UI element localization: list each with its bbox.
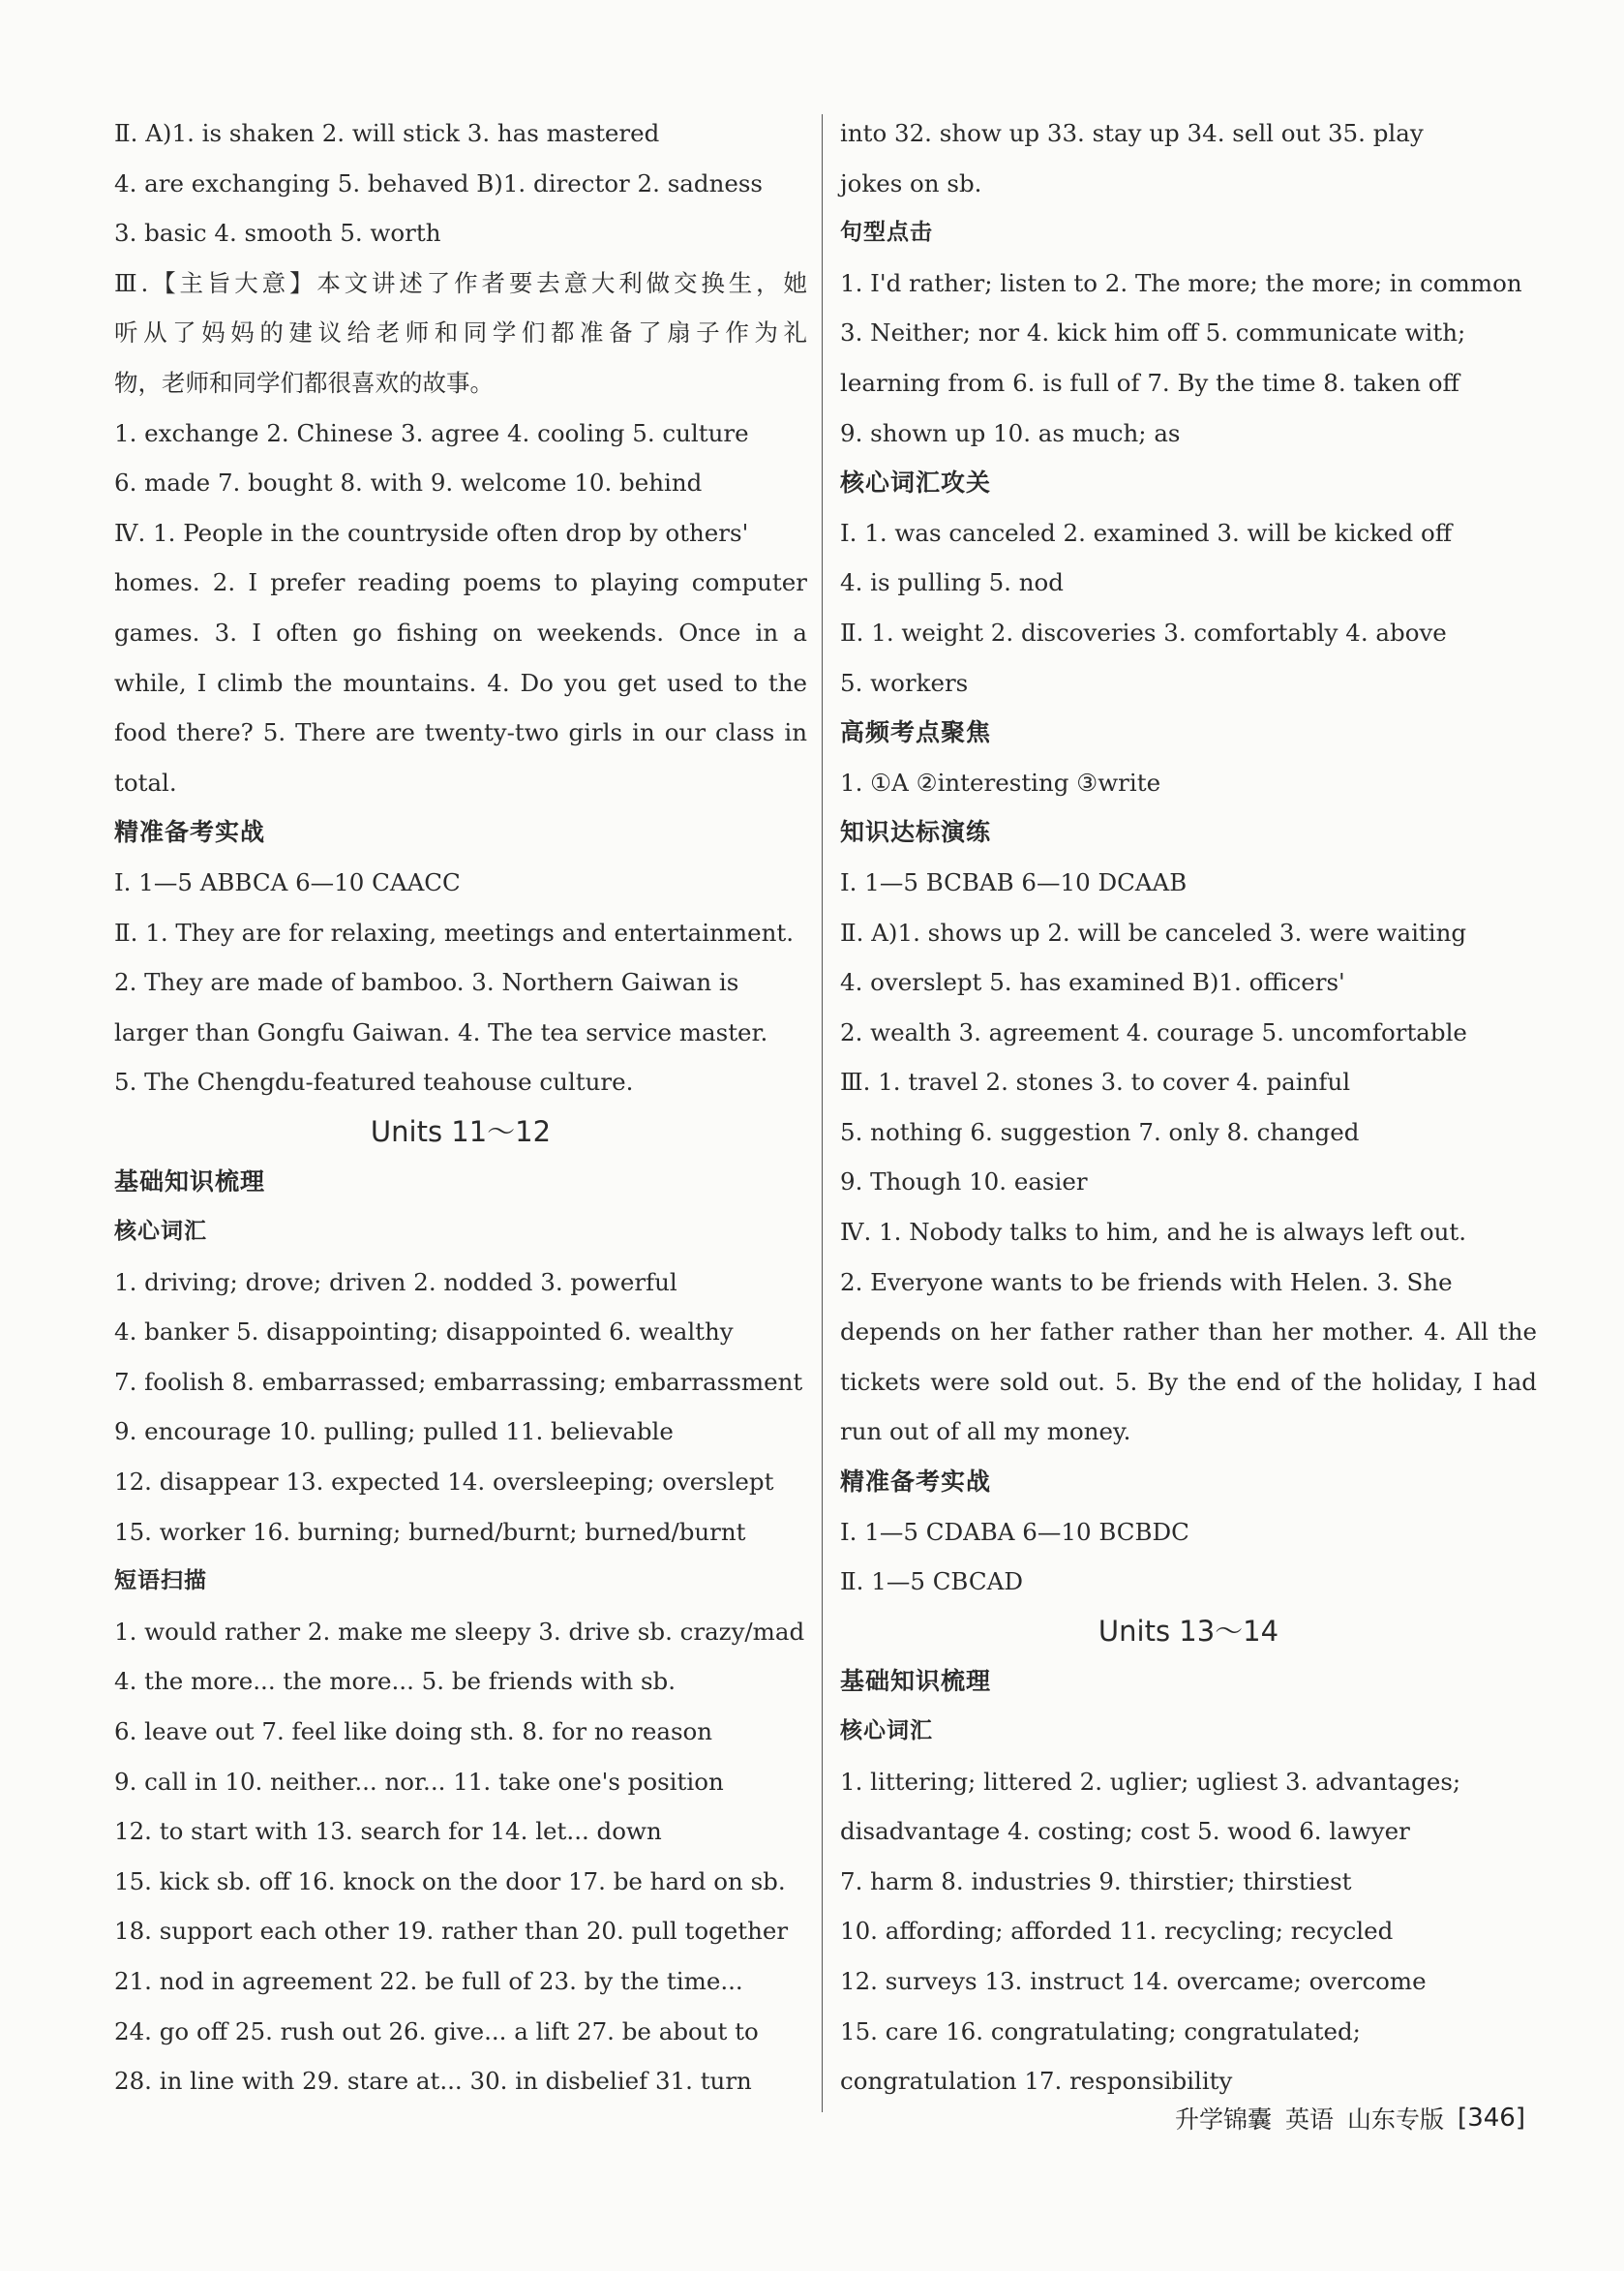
answer-line: while, I climb the mountains. 4. Do you get used to the (114, 668, 807, 697)
answer-line: 12. to start with 13. search for 14. let... down (114, 1817, 662, 1846)
answer-line: 9. encourage 10. pulling; pulled 11. believable (114, 1417, 674, 1446)
answer-line: disadvantage 4. costing; cost 5. wood 6. lawyer (840, 1817, 1410, 1846)
subsection-heading: 句型点击 (840, 220, 933, 246)
footer-edition: 山东专版 (1347, 2105, 1445, 2134)
answer-line: 6. leave out 7. feel like doing sth. 8. for no reason (114, 1717, 713, 1745)
answer-line: 2. They are made of bamboo. 3. Northern Gaiwan is (114, 968, 739, 997)
page-footer (1175, 2099, 1543, 2137)
section-heading: 精准备考实战 (840, 1468, 992, 1497)
answer-line: 3. basic 4. smooth 5. worth (114, 219, 441, 248)
answer-line: 12. surveys 13. instruct 14. overcame; overcome (840, 1966, 1427, 1995)
answer-line: learning from 6. is full of 7. By the time 8. taken off (840, 368, 1459, 397)
footer-subject: 英语 (1285, 2105, 1335, 2134)
answer-line: Ⅱ. 1. weight 2. discoveries 3. comfortably 4. above (840, 618, 1447, 647)
answer-line: Ⅱ. 1. They are for relaxing, meetings and entertainment. (114, 918, 795, 947)
subsection-heading: 核心词汇 (114, 1219, 207, 1245)
answer-line: Ⅲ.【主旨大意】本文讲述了作者要去意大利做交换生，她 (114, 268, 807, 297)
answer-line: Ⅲ. 1. travel 2. stones 3. to cover 4. painful (840, 1068, 1351, 1097)
answer-line: 7. foolish 8. embarrassed; embarrassing; embarrassment (114, 1367, 803, 1396)
section-heading: 基础知识梳理 (840, 1667, 992, 1696)
answer-line: Ⅰ. 1—5 ABBCA 6—10 CAACC (114, 867, 461, 896)
section-heading: 精准备考实战 (114, 818, 266, 847)
subsection-heading: 核心词汇 (840, 1718, 933, 1743)
section-heading: 基础知识梳理 (114, 1167, 266, 1196)
answer-line: Ⅳ. 1. Nobody talks to him, and he is always left out. (840, 1218, 1466, 1247)
subsection-heading: 短语扫描 (114, 1568, 207, 1594)
answer-line: food there? 5. There are twenty-two girls in our class in (114, 718, 807, 747)
answer-line: 7. harm 8. industries 9. thirstier; thirstiest (840, 1866, 1352, 1895)
answer-line: homes. 2. I prefer reading poems to playing computer (114, 568, 807, 597)
page-number: [346] (1458, 2104, 1525, 2133)
answer-line: Ⅱ. A)1. shows up 2. will be canceled 3. were waiting (840, 918, 1467, 947)
answer-line: 4. is pulling 5. nod (840, 568, 1064, 597)
answer-line: run out of all my money. (840, 1417, 1131, 1446)
left-column (114, 108, 807, 2106)
column-divider (822, 114, 823, 2112)
answer-line: 4. the more... the more... 5. be friends with sb. (114, 1667, 677, 1696)
unit-heading: Units 13～14 (1098, 1614, 1279, 1648)
answer-line: 4. are exchanging 5. behaved B)1. director 2. sadness (114, 168, 764, 197)
answer-line: 2. wealth 3. agreement 4. courage 5. uncomfortable (840, 1017, 1467, 1046)
answer-line: 听从了妈妈的建议给老师和同学们都准备了扇子作为礼 (114, 318, 807, 348)
answer-line: 9. shown up 10. as much; as (840, 418, 1181, 447)
answer-line: Ⅱ. 1—5 CBCAD (840, 1567, 1023, 1596)
answer-line: 5. workers (840, 668, 969, 697)
answer-line: jokes on sb. (840, 168, 982, 197)
answer-line: Ⅰ. 1—5 BCBAB 6—10 DCAAB (840, 867, 1188, 896)
answer-line: 1. ①A ②interesting ③write (840, 768, 1161, 797)
answer-line: 5. nothing 6. suggestion 7. only 8. changed (840, 1117, 1360, 1146)
answer-line: 9. call in 10. neither... nor... 11. take one's position (114, 1767, 724, 1796)
footer-book-title: 升学锦囊 (1175, 2105, 1273, 2134)
answer-line: 15. kick sb. off 16. knock on the door 17. be hard on sb. (114, 1866, 786, 1895)
answer-line: 4. banker 5. disappointing; disappointed 6. wealthy (114, 1317, 734, 1347)
answer-line: 6. made 7. bought 8. with 9. welcome 10. behind (114, 469, 703, 498)
answer-line: 15. worker 16. burning; burned/burnt; burned/burnt (114, 1517, 746, 1546)
answer-line: depends on her father rather than her mother. 4. All the (840, 1317, 1537, 1347)
answer-line: 10. affording; afforded 11. recycling; recycled (840, 1917, 1394, 1946)
answer-line: 物，老师和同学们都很喜欢的故事。 (114, 368, 494, 397)
answer-line: 4. overslept 5. has examined B)1. officers' (840, 968, 1345, 997)
answer-line: Ⅰ. 1—5 CDABA 6—10 BCBDC (840, 1517, 1189, 1546)
answer-line: 3. Neither; nor 4. kick him off 5. communicate with; (840, 318, 1466, 348)
answer-line: total. (114, 768, 177, 797)
answer-line: 1. exchange 2. Chinese 3. agree 4. cooling 5. culture (114, 418, 749, 447)
answer-line: 15. care 16. congratulating; congratulated; (840, 2016, 1361, 2045)
section-heading: 高频考点聚焦 (840, 718, 992, 747)
answer-line: Ⅱ. A)1. is shaken 2. will stick 3. has mastered (114, 119, 660, 147)
answer-line: 12. disappear 13. expected 14. oversleeping; overslept (114, 1468, 774, 1497)
unit-heading: Units 11～12 (370, 1114, 552, 1148)
answer-line: Ⅰ. 1. was canceled 2. examined 3. will be kicked off (840, 518, 1453, 547)
answer-line: 9. Though 10. easier (840, 1167, 1088, 1196)
answer-line: 2. Everyone wants to be friends with Helen. 3. She (840, 1267, 1453, 1296)
answer-line: 5. The Chengdu-featured teahouse culture. (114, 1068, 634, 1097)
answer-line: 1. littering; littered 2. uglier; ugliest 3. advantages; (840, 1767, 1461, 1796)
answer-line: congratulation 17. responsibility (840, 2067, 1233, 2096)
answer-line: into 32. show up 33. stay up 34. sell out 35. play (840, 119, 1424, 147)
answer-line: 1. I'd rather; listen to 2. The more; the more; in common (840, 268, 1522, 297)
section-heading: 知识达标演练 (840, 818, 992, 847)
answer-line: 21. nod in agreement 22. be full of 23. by the time... (114, 1966, 743, 1995)
answer-line: 24. go off 25. rush out 26. give... a lift 27. be about to (114, 2016, 759, 2045)
section-heading: 核心词汇攻关 (840, 469, 992, 498)
answer-line: tickets were sold out. 5. By the end of the holiday, I had (840, 1367, 1537, 1396)
answer-line: 1. would rather 2. make me sleepy 3. drive sb. crazy/mad (114, 1617, 805, 1646)
answer-line: games. 3. I often go fishing on weekends. Once in a (114, 618, 807, 647)
answer-line: 28. in line with 29. stare at... 30. in disbelief 31. turn (114, 2067, 752, 2096)
answer-line: 18. support each other 19. rather than 20. pull together (114, 1917, 789, 1946)
right-column (840, 108, 1537, 2106)
answer-line: larger than Gongfu Gaiwan. 4. The tea service master. (114, 1017, 768, 1046)
answer-line: Ⅳ. 1. People in the countryside often drop by others' (114, 518, 749, 547)
answer-line: 1. driving; drove; driven 2. nodded 3. powerful (114, 1267, 677, 1296)
